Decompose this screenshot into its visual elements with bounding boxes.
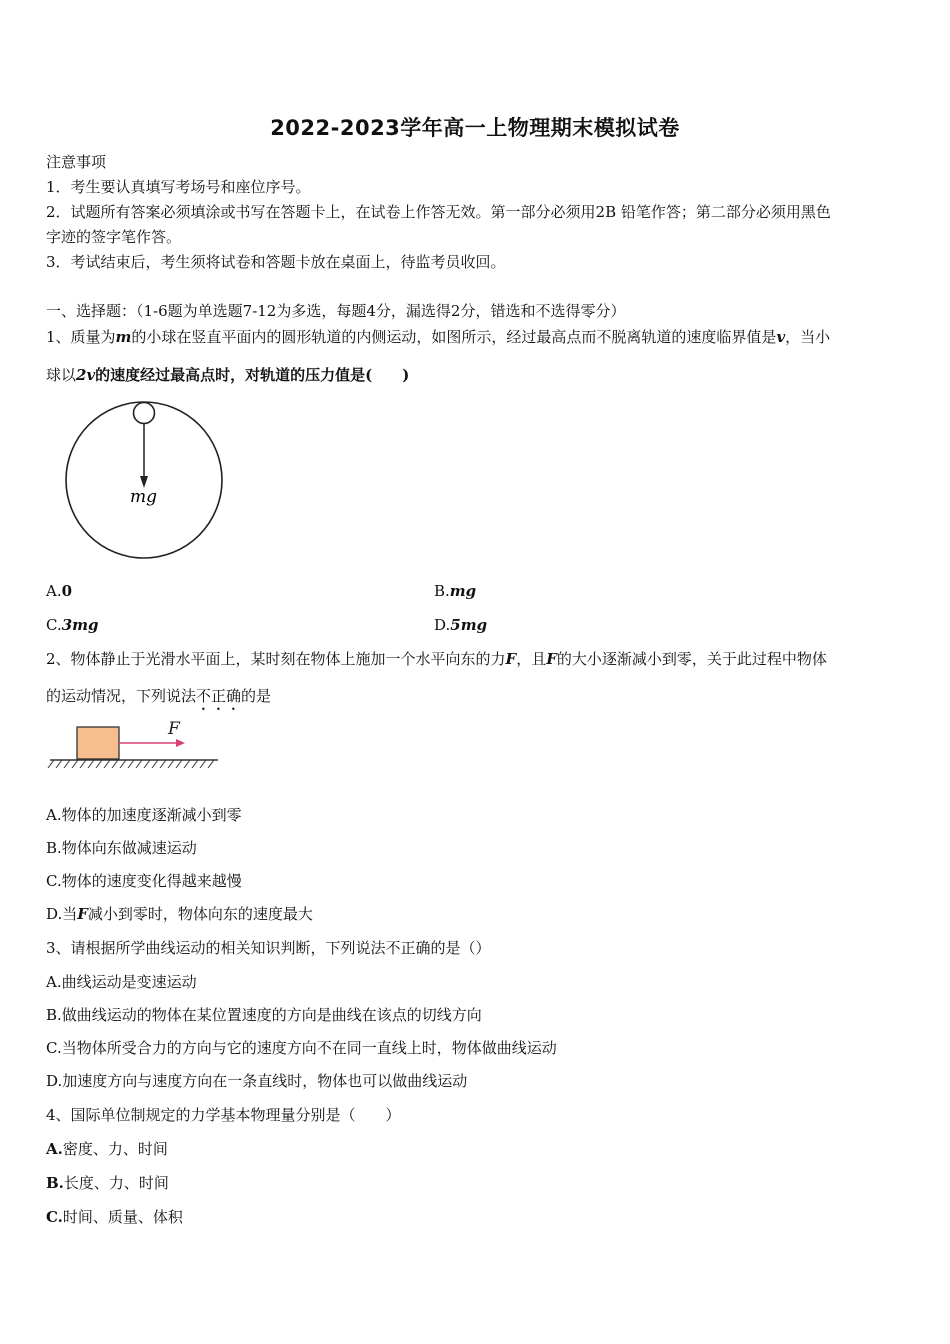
q3-option-b[interactable]: B.做曲线运动的物体在某位置速度的方向是曲线在该点的切线方向 xyxy=(46,1006,482,1024)
option-prefix: C. xyxy=(46,616,62,634)
notice-item-1: 1．考生要认真填写考场号和座位序号。 xyxy=(46,178,311,196)
q1-option-d[interactable] xyxy=(434,615,487,635)
ball xyxy=(134,403,155,424)
q1-stem-line2 xyxy=(46,365,409,385)
notice-item-2-cont: 字迹的签字笔作答。 xyxy=(46,228,182,246)
q3-option-c[interactable]: C.当物体所受合力的方向与它的速度方向不在同一直线上时，物体做曲线运动 xyxy=(46,1039,557,1057)
section-heading: 一、选择题：（1-6题为单选题7-12为多选，每题4分，漏选得2分，错选和不选得零分） xyxy=(46,302,626,320)
q2-text: 的是 xyxy=(241,687,272,705)
option-prefix: B. xyxy=(434,582,450,600)
q2-option-d[interactable] xyxy=(46,904,313,924)
q3-stem: 3、请根据所学曲线运动的相关知识判断，下列说法不正确的是（） xyxy=(46,939,491,957)
q2-text: 的运动情况，下列说法 xyxy=(46,687,197,705)
option-prefix: B. xyxy=(46,1174,64,1192)
q2-text: 的大小逐渐减小到零，关于此过程中物体 xyxy=(556,650,827,668)
q4-option-c[interactable] xyxy=(46,1207,183,1227)
q2-var-F: F xyxy=(77,905,88,923)
option-prefix: A. xyxy=(46,582,62,600)
q1-stem-line1 xyxy=(46,327,830,347)
q1-text: 球以 xyxy=(46,366,77,384)
block xyxy=(77,727,119,759)
ground-hatch xyxy=(48,760,214,768)
q3-option-d[interactable]: D.加速度方向与速度方向在一条直线时，物体也可以做曲线运动 xyxy=(46,1072,468,1090)
q2-stem-line2 xyxy=(46,686,271,714)
q1-option-c[interactable] xyxy=(46,615,99,635)
q3-option-a[interactable]: A.曲线运动是变速运动 xyxy=(46,973,197,991)
option-value: mg xyxy=(449,582,477,600)
q2-var-F: F xyxy=(505,650,517,668)
q1-option-b[interactable] xyxy=(434,581,476,601)
notice-item-3: 3．考试结束后，考生须将试卷和答题卡放在桌面上，待监考员收回。 xyxy=(46,253,506,271)
option-prefix: A. xyxy=(46,1140,63,1158)
q1-text: 的速度经过最高点时，对轨道的压力值是( ) xyxy=(95,366,410,384)
page-title: 2022-2023学年高一上物理期末模拟试卷 xyxy=(270,116,680,140)
option-text: 时间、质量、体积 xyxy=(62,1208,183,1226)
q1-var-v: v xyxy=(776,328,786,346)
gravity-label: mg xyxy=(130,487,158,507)
q2-text: 2、物体静止于光滑水平面上，某时刻在物体上施加一个水平向东的力 xyxy=(46,650,506,668)
q1-var-m: m xyxy=(115,328,132,346)
q2-option-c[interactable]: C.物体的速度变化得越来越慢 xyxy=(46,872,242,890)
q2-option-b[interactable]: B.物体向东做减速运动 xyxy=(46,839,197,857)
option-text: 减小到零时，物体向东的速度最大 xyxy=(87,905,313,923)
q2-var-F: F xyxy=(546,650,557,668)
force-arrow-head xyxy=(176,739,185,747)
option-value: 5mg xyxy=(450,616,488,634)
notice-heading: 注意事项 xyxy=(46,153,107,171)
option-text: 长度、力、时间 xyxy=(63,1174,169,1192)
option-prefix: C. xyxy=(46,1208,63,1226)
option-value: 3mg xyxy=(61,616,99,634)
q2-stem-line1 xyxy=(46,649,827,669)
q1-circle-track-figure xyxy=(60,398,230,566)
option-prefix: D. xyxy=(434,616,451,634)
option-value: 0 xyxy=(61,582,73,600)
q1-var-2v: 2v xyxy=(76,366,96,384)
force-label: F xyxy=(168,719,180,739)
option-text: 密度、力、时间 xyxy=(62,1140,168,1158)
option-text: D.当 xyxy=(46,905,78,923)
q2-option-a[interactable]: A.物体的加速度逐渐减小到零 xyxy=(46,806,242,824)
q1-text: ，当小 xyxy=(785,328,831,346)
q1-option-a[interactable] xyxy=(46,581,72,601)
q2-block-force-figure xyxy=(46,716,222,772)
q1-text: 1、质量为 xyxy=(46,328,116,346)
q2-emphasis: 不正确 xyxy=(196,687,242,705)
q4-stem: 4、国际单位制规定的力学基本物理量分别是（ ） xyxy=(46,1106,401,1124)
notice-item-2: 2．试题所有答案必须填涂或书写在答题卡上，在试卷上作答无效。第一部分必须用2B 铅笔作答；第二部分必须用黑色 xyxy=(46,203,831,221)
q1-text: 的小球在竖直平面内的圆形轨道的内侧运动，如图所示，经过最高点而不脱离轨道的速度临界值是 xyxy=(131,328,777,346)
q4-option-a[interactable] xyxy=(46,1139,168,1159)
q4-option-b[interactable] xyxy=(46,1173,169,1193)
q2-text: ，且 xyxy=(516,650,547,668)
